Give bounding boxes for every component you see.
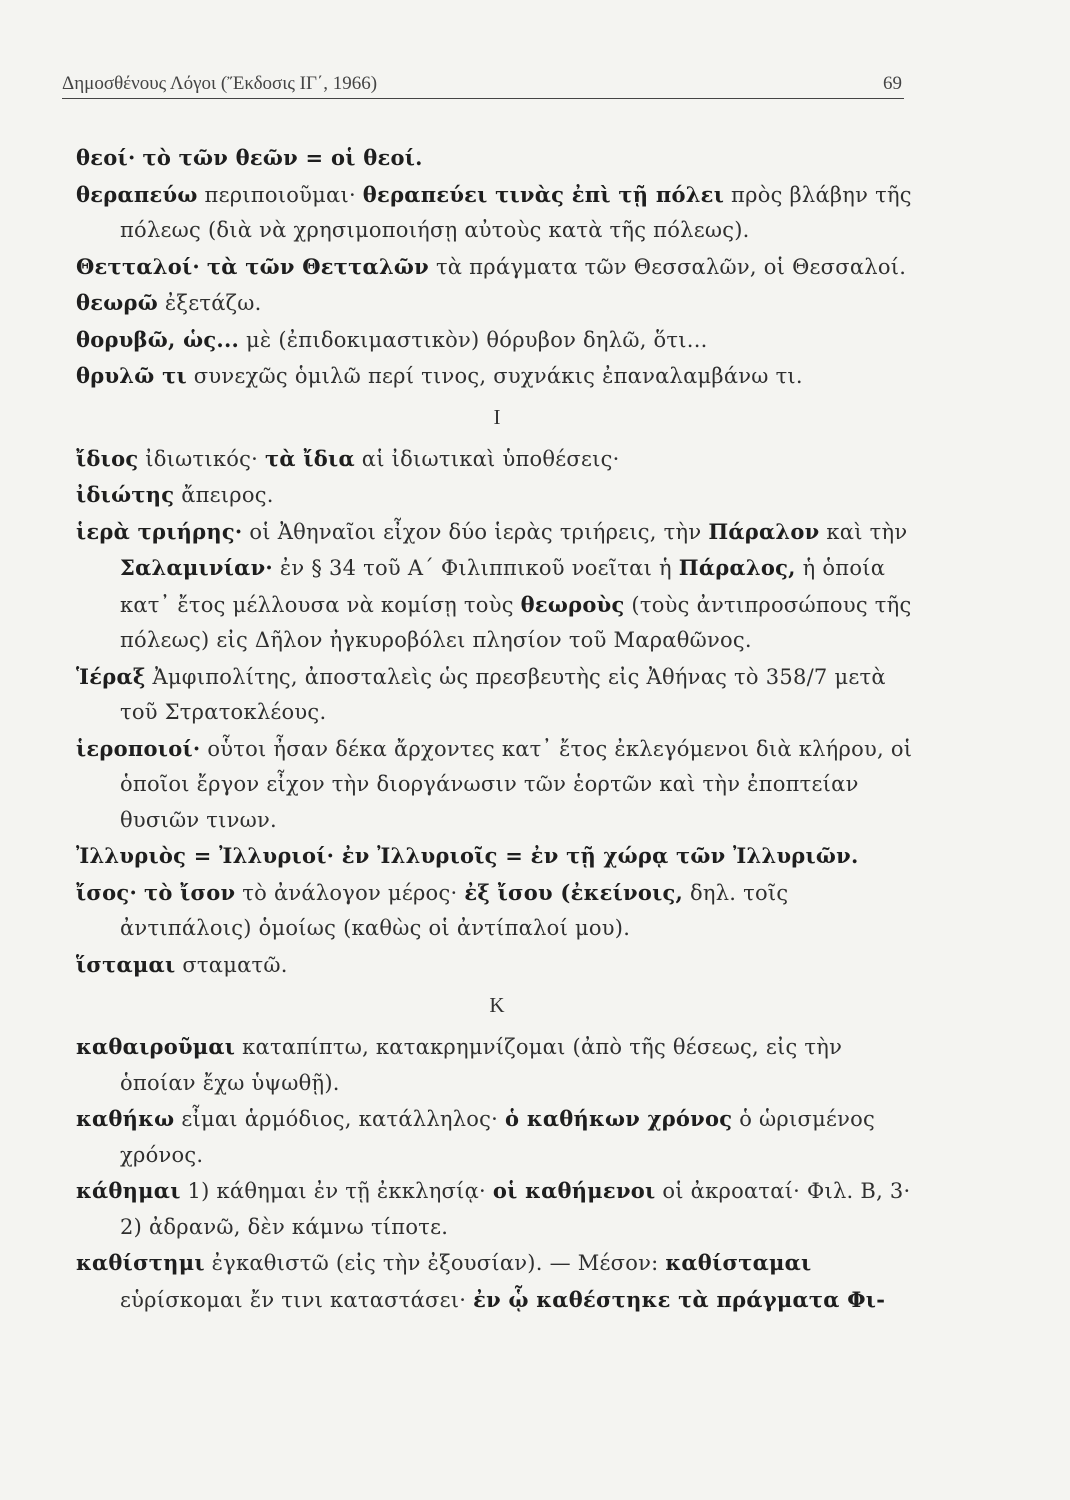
entry-text: τὰ πράγματα τῶν Θεσσαλῶν, οἱ Θεσσαλοί.: [429, 254, 907, 279]
entry-phrase: ἐξ ἴσου (ἐκείνοις,: [464, 879, 684, 905]
entry-headword: ἰδιώτης: [76, 482, 175, 507]
entry-headword: Ἱέραξ: [76, 663, 146, 689]
entry-text: (τοὺς ἀντιπροσώπους τῆς πόλεως) εἰς Δῆλον ἠγκυροβόλει πλησίον τοῦ Μαραθῶνος.: [120, 592, 912, 652]
list-item: [76, 838, 918, 875]
entry-text: οἱ ἀκροαταί· Φιλ. Β, 3· 2) ἀδρανῶ, δὲν κάμνω τίποτε.: [120, 1179, 911, 1239]
entry-text: ἐν § 34 τοῦ Α΄ Φιλιππικοῦ νοεῖται ἡ: [272, 556, 679, 580]
entry-text: πρὸς βλάβην τῆς πόλεως (διὰ νὰ χρησιμοποιήσῃ αὐτοὺς κατὰ τῆς πόλεως).: [120, 182, 912, 242]
entry-headword: Θετταλοί·: [76, 253, 200, 279]
entry-text: οὗτοι ἦσαν δέκα ἄρχοντες κατ᾽ ἔτος ἐκλεγόμενοι διὰ κλήρου, οἱ ὁποῖοι ἔργον εἶχον τὴν διοργάνωσιν τῶν ἑορτῶν καὶ τὴν ἐποπτείαν θυσιῶν τινων.: [120, 736, 913, 832]
entry-headword: Ἰλλυριὸς = Ἰλλυριοί· ἐν Ἰλλυριοῖς = ἐν τῇ χώρᾳ τῶν Ἰλλυριῶν.: [76, 843, 859, 868]
list-item: [76, 477, 918, 514]
entry-phrase: ἐν ᾧ καθέστηκε τὰ πράγματα Φι-: [473, 1286, 886, 1312]
entry-text: ἐξετάζω.: [157, 291, 262, 315]
list-item: [76, 285, 918, 322]
entry-phrase: τὸ τῶν θεῶν = οἱ θεοί.: [142, 145, 423, 170]
entry-phrase: τὸ ἴσον: [143, 879, 236, 905]
entry-text: [137, 881, 144, 905]
entry-phrase: Πάραλον: [708, 518, 820, 544]
entry-phrase: Σαλαμινίαν·: [120, 555, 273, 580]
list-item: [76, 514, 918, 659]
entry-text: καταπίπτω, κατακρημνίζομαι (ἀπὸ τῆς θέσεως, εἰς τὴν ὁποίαν ἔχω ὑψωθῇ).: [120, 1035, 843, 1095]
list-item: [76, 140, 918, 177]
entry-headword: θεραπεύω: [76, 181, 198, 207]
entry-headword: κάθημαι: [76, 1178, 181, 1203]
entry-phrase: τὰ τῶν Θετταλῶν: [206, 253, 430, 279]
entry-phrase: καθίσταμαι: [665, 1250, 812, 1275]
list-item: [76, 1245, 918, 1318]
entry-headword: ἱεροποιοί·: [76, 735, 201, 761]
entry-headword: ἵσταμαι: [76, 951, 176, 977]
entry-text: ἐγκαθιστῶ (εἰς τὴν ἐξουσίαν). — Μέσον:: [204, 1251, 666, 1275]
list-item: [76, 947, 918, 984]
list-item: [76, 1029, 918, 1101]
page-number: 69: [883, 73, 902, 94]
entry-text: οἱ Ἀθηναῖοι εἶχον δύο ἱερὰς τριήρεις, τὴν: [242, 519, 709, 544]
section-letter-kappa: Κ: [489, 993, 505, 1017]
entry-headword: θορυβῶ, ὡς...: [76, 326, 240, 352]
section-letter-iota: Ι: [493, 404, 501, 429]
entry-phrase: τὰ ἴδια: [265, 445, 355, 471]
entry-headword: ἴδιος: [76, 445, 139, 471]
entry-headword: καθαιροῦμαι: [76, 1034, 236, 1059]
entry-phrase: Πάραλος,: [678, 555, 796, 580]
list-item: [76, 1173, 918, 1245]
lexicon-body: [76, 140, 918, 1318]
entry-phrase: ὁ καθήκων χρόνος: [505, 1106, 733, 1131]
entry-text: καὶ τὴν: [819, 519, 908, 544]
entry-text: μὲ (ἐπιδοκιμαστικὸν) θόρυβον δηλῶ, ὅτι...: [239, 327, 708, 352]
entry-text: ὁ ὡρισμένος χρόνος.: [120, 1107, 876, 1167]
list-item: [76, 731, 918, 839]
list-item: [76, 659, 918, 731]
entry-text: ἰδιωτικός·: [138, 446, 266, 471]
list-item: [76, 322, 918, 359]
entry-headword: θεοί·: [76, 145, 136, 170]
running-header: [62, 70, 904, 99]
entry-text: ἡ ὁποία κατ᾽ ἔτος μέλλουσα νὰ κομίσῃ τοὺς: [120, 556, 886, 617]
header-title: Δημοσθένους Λόγοι (Ἔκδοσις ΙΓ΄, 1966): [62, 73, 378, 94]
entry-text: συνεχῶς ὁμιλῶ περί τινος, συχνάκις ἐπαναλαμβάνω τι.: [186, 364, 803, 388]
entry-text: αἱ ἰδιωτικαὶ ὑποθέσεις·: [354, 446, 620, 471]
list-item: [76, 358, 918, 395]
entry-phrase: θεραπεύει τινὰς ἐπὶ τῇ πόλει: [362, 181, 725, 207]
entry-text: εὑρίσκομαι ἔν τινι καταστάσει·: [120, 1287, 474, 1312]
entry-headword: ἱερὰ τριήρης·: [76, 518, 243, 544]
list-item: [76, 249, 918, 286]
entry-text: [200, 255, 207, 279]
entry-text: δηλ. τοῖς ἀντιπάλοις) ὁμοίως (καθὼς οἱ ἀντίπαλοί μου).: [120, 880, 789, 940]
list-item: [76, 875, 918, 947]
entry-text: ἄπειρος.: [174, 483, 274, 507]
entry-headword: θεωρῶ: [76, 290, 158, 315]
entry-text: τὸ ἀνάλογον μέρος·: [235, 880, 465, 905]
entry-text: Ἀμφιπολίτης, ἀποσταλεὶς ὡς πρεσβευτὴς εἰς Ἀθήνας τὸ 358/7 μετὰ τοῦ Στρατοκλέους.: [120, 664, 886, 724]
entry-text: εἶμαι ἁρμόδιος, κατάλληλος·: [174, 1107, 506, 1131]
entry-text: περιποιοῦμαι·: [197, 182, 363, 207]
entry-headword: θρυλῶ τι: [76, 363, 187, 388]
list-item: [76, 1101, 918, 1173]
entry-phrase: θεωροὺς: [520, 591, 625, 617]
entry-headword: καθήκω: [76, 1106, 175, 1131]
list-item: [76, 441, 918, 478]
entry-text: 1) κάθημαι ἐν τῇ ἐκκλησίᾳ·: [180, 1179, 493, 1203]
entry-phrase: οἱ καθήμενοι: [492, 1178, 656, 1203]
entry-headword: ἴσος·: [76, 879, 137, 905]
list-item: [76, 177, 918, 249]
entry-text: σταματῶ.: [175, 952, 288, 977]
entry-headword: καθίστημι: [76, 1250, 205, 1275]
